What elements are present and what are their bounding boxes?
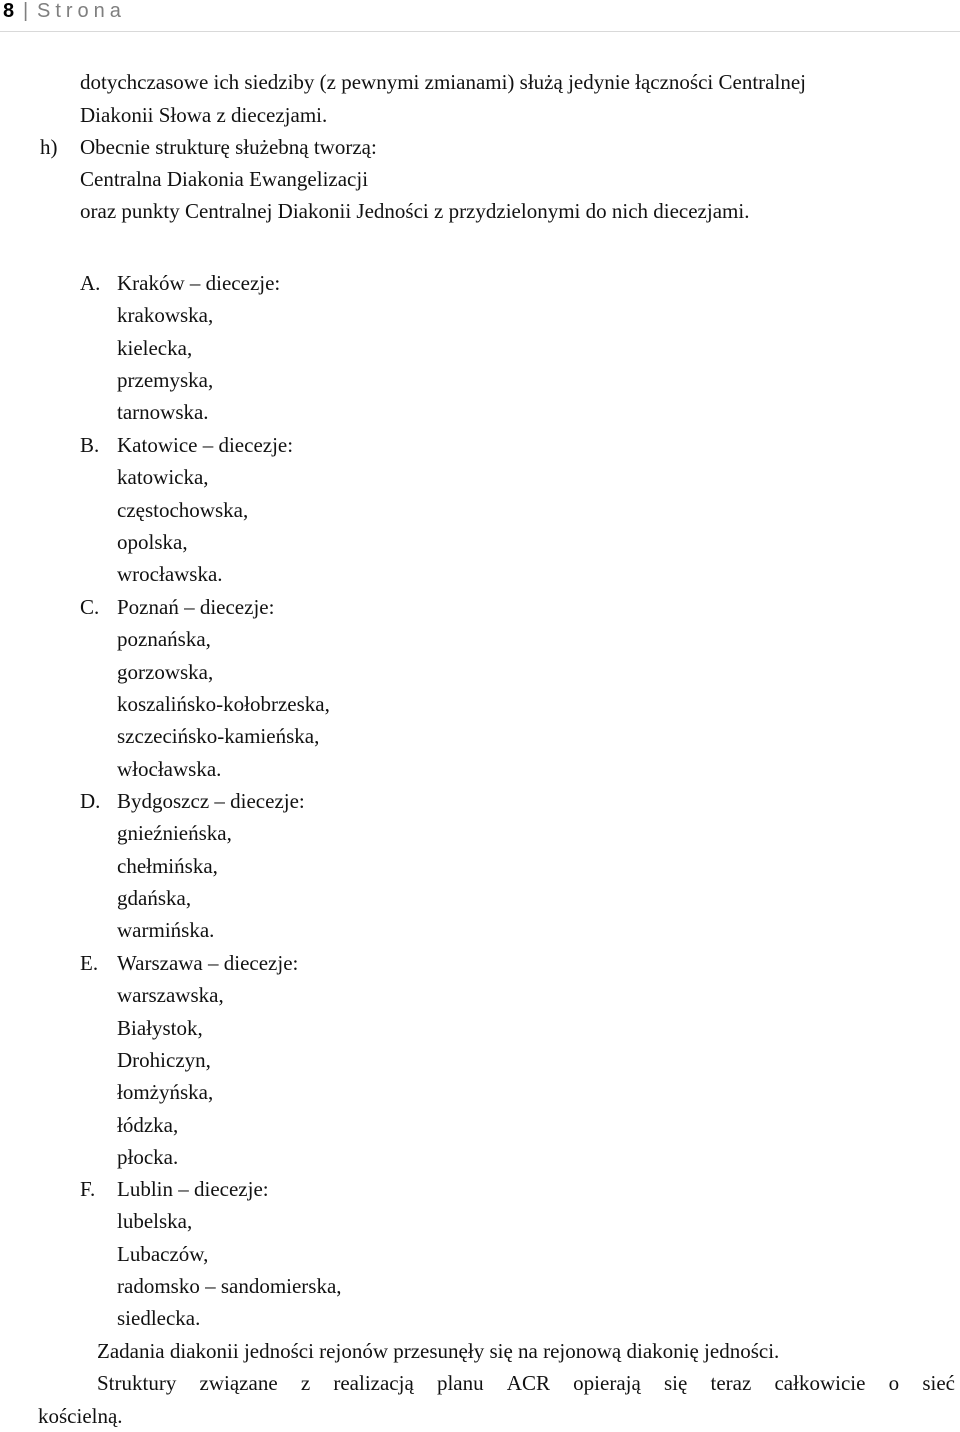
region-heading: [80, 270, 280, 296]
intro-line: dotychczasowe ich siedziby (z pewnymi zmianami) służą jedynie łączności Centralnej: [80, 70, 806, 94]
diocese-item: szczecińsko-kamieńska,: [117, 724, 320, 748]
diocese-item: kielecka,: [117, 336, 193, 360]
diocese-item: łódzka,: [117, 1113, 179, 1137]
region-letter: F.: [80, 1177, 96, 1201]
region-letter: C.: [80, 595, 100, 619]
closing-paragraph-justified: [97, 1370, 955, 1396]
region-heading: [80, 432, 293, 458]
list-item-text: oraz punkty Centralnej Diakonii Jedności z przydzielonymi do nich diecezjami.: [80, 199, 750, 223]
diocese-item: lubelska,: [117, 1209, 193, 1233]
diocese-item: krakowska,: [117, 303, 214, 327]
region-heading: [80, 950, 298, 976]
diocese-item: łomżyńska,: [117, 1080, 214, 1104]
region-title: Poznań – diecezje:: [117, 595, 275, 619]
diocese-item: płocka.: [117, 1145, 179, 1169]
diocese-item: Lubaczów,: [117, 1242, 209, 1266]
diocese-item: chełmińska,: [117, 854, 218, 878]
diocese-item: wrocławska.: [117, 562, 223, 586]
diocese-item: tarnowska.: [117, 400, 209, 424]
justified-word: Struktury: [97, 1371, 177, 1395]
region-title: Kraków – diecezje:: [117, 271, 281, 295]
diocese-item: koszalińsko-kołobrzeska,: [117, 692, 330, 716]
list-marker: h): [40, 135, 58, 159]
justified-word: realizacją: [333, 1371, 414, 1395]
region-letter: A.: [80, 271, 101, 295]
diocese-item: siedlecka.: [117, 1306, 201, 1330]
region-heading: [80, 594, 274, 620]
intro-line: Diakonii Słowa z diecezjami.: [80, 103, 328, 127]
diocese-item: przemyska,: [117, 368, 214, 392]
diocese-item: Drohiczyn,: [117, 1048, 211, 1072]
diocese-item: opolska,: [117, 530, 188, 554]
page-number-separator: |: [23, 0, 29, 22]
justified-word: z: [300, 1371, 311, 1395]
region-title: Lublin – diecezje:: [117, 1177, 269, 1201]
list-item-text: Centralna Diakonia Ewangelizacji: [80, 167, 369, 191]
justified-word: się: [663, 1371, 688, 1395]
diocese-item: włocławska.: [117, 757, 222, 781]
region-heading: [80, 1176, 269, 1202]
list-item-text: Obecnie strukturę służebną tworzą:: [80, 135, 377, 159]
diocese-item: poznańska,: [117, 627, 211, 651]
justified-word: opierają: [573, 1371, 641, 1395]
justified-word: teraz: [710, 1371, 752, 1395]
diocese-item: warszawska,: [117, 983, 224, 1007]
diocese-item: gorzowska,: [117, 660, 214, 684]
justified-word: całkowicie: [774, 1371, 866, 1395]
closing-paragraph: Zadania diakonii jedności rejonów przesunęły się na rejonową diakonię jedności.: [97, 1339, 780, 1363]
diocese-item: radomsko – sandomierska,: [117, 1274, 342, 1298]
justified-word: ACR: [506, 1371, 550, 1395]
diocese-item: Białystok,: [117, 1016, 203, 1040]
region-letter: E.: [80, 951, 99, 975]
list-item-h: [40, 134, 377, 160]
diocese-item: częstochowska,: [117, 498, 249, 522]
diocese-item: katowicka,: [117, 465, 209, 489]
region-title: Warszawa – diecezje:: [117, 951, 299, 975]
diocese-item: gnieźnieńska,: [117, 821, 232, 845]
justified-word: sieć: [922, 1371, 955, 1395]
region-title: Katowice – diecezje:: [117, 433, 294, 457]
page-header: [0, 0, 960, 32]
region-letter: B.: [80, 433, 100, 457]
page-number: 8: [3, 0, 15, 22]
diocese-item: warmińska.: [117, 918, 215, 942]
region-heading: [80, 788, 305, 814]
closing-paragraph-end: kościelną.: [38, 1404, 123, 1428]
region-title: Bydgoszcz – diecezje:: [117, 789, 305, 813]
justified-word: związane: [199, 1371, 278, 1395]
diocese-item: gdańska,: [117, 886, 192, 910]
region-letter: D.: [80, 789, 101, 813]
justified-word: o: [888, 1371, 900, 1395]
page-label: Strona: [37, 0, 126, 22]
justified-word: planu: [436, 1371, 484, 1395]
